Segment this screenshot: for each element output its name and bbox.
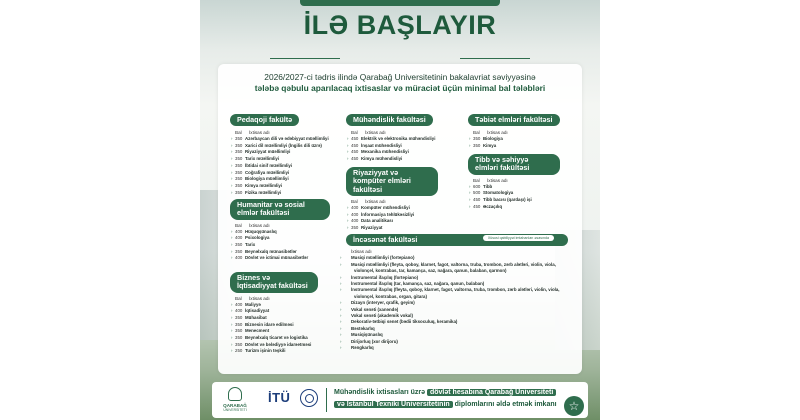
specialty-name: Musiqi müəllimliyi (fortepiano) <box>351 255 415 261</box>
chevron-right-icon: › <box>231 328 233 334</box>
specialty-name: Bəstəkarlıq <box>351 325 375 331</box>
itu-seal-icon <box>300 389 318 407</box>
specialty-name: Psixologiya <box>245 235 270 241</box>
chevron-right-icon: › <box>231 255 233 261</box>
chevron-right-icon: › <box>231 228 233 234</box>
footer-banner <box>212 382 588 418</box>
specialty-row <box>230 156 342 163</box>
min-score: 400 <box>235 255 243 261</box>
specialty-row <box>340 287 568 300</box>
specialty-row <box>346 136 446 143</box>
specialty-row <box>230 249 330 256</box>
specialty-row <box>346 149 446 156</box>
specialty-name: Beynəlxalq münasibətlər <box>245 248 297 254</box>
chevron-right-icon: › <box>231 248 233 254</box>
min-score: 350 <box>235 189 243 195</box>
specialty-row <box>230 170 342 177</box>
specialty-name: Elektrik və elektronika mühəndisliyi <box>361 136 436 141</box>
faculty-tibb <box>468 154 560 210</box>
rows-list <box>230 302 318 356</box>
specialty-name: Beynəlxalq ticarət və logistika <box>245 335 308 341</box>
min-score: 400 <box>235 228 243 234</box>
min-score: 350 <box>235 341 243 347</box>
chevron-right-icon: › <box>231 235 233 241</box>
specialty-name: Fizika müəllimliyi <box>245 189 282 195</box>
specialty-name: Musiqi müəllimliyi (fleyta, qoboy, klarnet, fagot, valtorna, truba, trombon, zərb alətləri, violin, viola, violonçel, kontrabas, tar, kamança, saz, nağara, qanun, balaban, qarmon) <box>351 261 556 274</box>
specialty-name: Coğrafiya müəllimliyi <box>245 169 290 175</box>
chevron-right-icon: › <box>231 321 233 327</box>
specialty-name: İqtisadiyyat <box>245 308 270 314</box>
chevron-right-icon: › <box>231 136 233 141</box>
specialty-name: Riyaziyyat müəllimliyi <box>245 149 291 155</box>
chevron-right-icon: › <box>231 189 233 195</box>
min-score: 350 <box>351 224 359 230</box>
chevron-right-icon: › <box>340 280 342 286</box>
specialty-name: Kimya müəllimliyi <box>245 182 283 188</box>
min-score: 350 <box>235 162 243 168</box>
min-score: 400 <box>235 308 243 314</box>
chevron-right-icon: › <box>231 301 233 307</box>
chevron-right-icon: › <box>347 156 349 162</box>
chevron-right-icon: › <box>469 190 471 196</box>
specialty-row <box>230 328 318 335</box>
chevron-right-icon: › <box>347 224 349 230</box>
chevron-right-icon: › <box>340 344 342 350</box>
specialty-row <box>340 344 568 351</box>
specialty-name: Riyaziyyat <box>361 224 383 230</box>
specialty-name: Biologiya müəllimliyi <box>245 176 289 182</box>
specialty-row <box>230 163 342 170</box>
rows-list <box>340 255 568 351</box>
faculty-biznes <box>230 272 318 355</box>
specialty-row <box>230 242 330 249</box>
min-score: 350 <box>235 335 243 341</box>
faculty-pedagoji <box>230 109 342 196</box>
min-score: 350 <box>473 136 481 141</box>
specialty-row <box>230 143 342 150</box>
chevron-right-icon: › <box>340 261 342 267</box>
specialty-row <box>230 322 318 329</box>
chevron-right-icon: › <box>340 274 342 280</box>
chevron-right-icon: › <box>340 255 342 261</box>
chevron-right-icon: › <box>231 308 233 314</box>
specialty-row <box>230 302 318 309</box>
specialty-name: Tarix müəllimliyi <box>245 156 280 162</box>
chevron-right-icon: › <box>347 204 349 210</box>
specialty-name: Dövlət və ictimai münasibətlər <box>245 255 309 261</box>
intro-line-2: tələbə qəbulu aparılacaq ixtisaslar və müraciət üçün minimal bal tələbləri <box>254 83 546 93</box>
specialty-row <box>346 143 446 150</box>
chevron-right-icon: › <box>340 312 342 318</box>
specialty-row <box>230 136 342 143</box>
min-score: 350 <box>235 142 243 148</box>
chevron-right-icon: › <box>231 182 233 188</box>
chevron-right-icon: › <box>347 136 349 141</box>
rows-list <box>468 136 568 149</box>
min-score: 350 <box>473 142 481 148</box>
specialty-row <box>346 212 438 219</box>
chevron-right-icon: › <box>469 142 471 148</box>
min-score: 350 <box>235 241 243 247</box>
chevron-right-icon: › <box>340 319 342 325</box>
specialty-row <box>468 197 560 204</box>
footer-text-end: diplomlarını əldə etmək imkanı <box>452 401 557 408</box>
chevron-right-icon: › <box>340 332 342 338</box>
specialty-name: Azərbaycan dili və ədəbiyyat müəllimliyi <box>245 136 329 141</box>
chevron-right-icon: › <box>340 338 342 344</box>
specialty-name: Kimya mühəndisliyi <box>361 156 403 162</box>
specialty-row <box>346 205 438 212</box>
specialty-name: Stomatologiya <box>483 190 514 196</box>
chevron-right-icon: › <box>340 325 342 331</box>
specialty-name: Kompüter mühəndisliyi <box>361 204 410 210</box>
min-score: 500 <box>473 190 481 196</box>
specialty-row <box>230 149 342 156</box>
min-score: 350 <box>235 248 243 254</box>
specialty-row <box>230 176 342 183</box>
chevron-right-icon: › <box>231 149 233 155</box>
faculty-incesenet <box>340 234 568 351</box>
faculty-note: Xüsusi qabiliyyət imtahanları əsasında <box>483 235 554 241</box>
specialty-name: Menecment <box>245 328 270 334</box>
specialty-name: Biznesin idarə edilməsi <box>245 321 294 327</box>
min-score: 450 <box>351 149 359 155</box>
itu-logo: İTÜ <box>268 390 291 405</box>
min-score: 350 <box>235 314 243 320</box>
rows-list <box>230 136 342 196</box>
specialty-name: Hüquqşünaslıq <box>245 228 277 234</box>
headline: İLƏ BAŞLAYIR <box>303 10 497 40</box>
min-score: 400 <box>351 218 359 224</box>
faculty-title: Biznes və İqtisadiyyat fakültəsi <box>230 272 318 293</box>
min-score: 350 <box>235 321 243 327</box>
specialty-name: Tibb bacısı (qardaşı) işi <box>483 196 532 202</box>
specialty-name: Dövlət və bələdiyyə idarəetməsi <box>245 341 312 347</box>
specialty-name: Mühasibat <box>245 314 267 320</box>
qarabag-emblem-icon <box>228 387 242 401</box>
chevron-right-icon: › <box>231 162 233 168</box>
min-score: 450 <box>351 142 359 148</box>
footer-text-start: Mühəndislik ixtisasları üzrə <box>334 389 427 396</box>
specialty-row <box>230 348 318 355</box>
faculty-title: Tibb və səhiyyə elmləri fakültəsi <box>468 154 560 175</box>
specialty-name: Tibb <box>483 183 493 189</box>
specialty-row <box>346 225 438 232</box>
faculty-title: Pedaqoji fakültə <box>230 114 299 126</box>
column-header: Bal İxtisas adı <box>235 295 270 301</box>
chevron-right-icon: › <box>340 300 342 306</box>
specialty-name: Rəngkarlıq <box>351 344 374 350</box>
chevron-right-icon: › <box>469 203 471 209</box>
min-score: 350 <box>235 136 243 141</box>
min-score: 350 <box>235 328 243 334</box>
specialty-row <box>230 190 342 197</box>
intro-line-1: 2026/2027-ci tədris ilində Qarabağ Universitetinin bakalavriat səviyyəsinə <box>264 72 536 82</box>
specialty-name: Vokal sənəti (xanəndə) <box>351 306 399 312</box>
column-header: Bal İxtisas adı <box>235 222 270 228</box>
chevron-right-icon: › <box>231 156 233 162</box>
specialty-row <box>340 261 568 275</box>
specialty-row <box>230 255 330 262</box>
top-band <box>300 0 500 6</box>
specialty-name: Dekorativ-tətbiqi sənət (bədii tiksoculuq, keramika) <box>351 319 458 325</box>
specialty-row <box>346 218 438 225</box>
rows-list <box>346 136 446 163</box>
poster <box>200 0 600 420</box>
specialty-name: Əczaçılıq <box>483 203 503 209</box>
specialty-name: İnstrumental ifaçılıq (fortepiano) <box>351 274 419 280</box>
specialty-row <box>230 342 318 349</box>
chevron-right-icon: › <box>469 183 471 189</box>
faculty-title: Mühəndislik fakültəsi <box>346 114 433 126</box>
min-score: 350 <box>235 149 243 155</box>
specialty-name: Dirijorluq (xor dirijoru) <box>351 338 398 344</box>
faculty-title: Humanitar və sosial elmlər fakültəsi <box>230 199 330 220</box>
chevron-right-icon: › <box>231 335 233 341</box>
specialty-name: Musiqişünaslıq <box>351 332 383 338</box>
qu-subtitle: UNİVERSİTETİ <box>223 408 247 412</box>
min-score: 350 <box>235 169 243 175</box>
specialty-name: İnşaat mühəndisliyi <box>361 142 402 148</box>
star-button[interactable]: ☆ <box>564 396 584 416</box>
chevron-right-icon: › <box>231 176 233 182</box>
specialty-name: Maliyyə <box>245 301 261 307</box>
specialty-row <box>468 184 560 191</box>
faculty-muhendislik <box>346 109 446 163</box>
faculty-tebiet <box>468 109 568 149</box>
chevron-right-icon: › <box>340 306 342 312</box>
specialty-name: Mexanika mühəndisliyi <box>361 149 409 155</box>
specialty-row <box>230 335 318 342</box>
specialty-row <box>230 308 318 315</box>
min-score: 450 <box>351 136 359 141</box>
column-header: Bal İxtisas adı <box>235 130 270 135</box>
min-score: 350 <box>235 156 243 162</box>
chevron-right-icon: › <box>231 241 233 247</box>
specialty-name: Data analitikası <box>361 218 393 224</box>
specialty-name: Biologiya <box>483 136 503 141</box>
column-header: Bal İxtisas adı <box>351 130 386 135</box>
faculty-humanitar <box>230 199 330 262</box>
specialty-row <box>230 183 342 190</box>
faculty-title: İncəsənət fakültəsi <box>346 234 568 246</box>
chevron-right-icon: › <box>469 196 471 202</box>
specialty-name: İbtidai sinif müəllimliyi <box>245 162 293 168</box>
chevron-right-icon: › <box>347 211 349 217</box>
qu-name: QARABAĞ <box>223 403 247 408</box>
min-score: 400 <box>351 211 359 217</box>
headline-rule-right <box>460 58 530 59</box>
min-score: 400 <box>235 235 243 241</box>
chevron-right-icon: › <box>231 341 233 347</box>
specialty-name: Dizayn (interyer, qrafik, geyim) <box>351 300 415 306</box>
specialty-row <box>468 190 560 197</box>
specialty-row <box>468 204 560 211</box>
specialty-row <box>346 156 446 163</box>
min-score: 400 <box>351 204 359 210</box>
faculty-title: Təbiət elmləri fakültəsi <box>468 114 560 126</box>
chevron-right-icon: › <box>347 218 349 224</box>
min-score: 350 <box>235 176 243 182</box>
specialty-name: İnstrumental ifaçılıq (fleyta, qoboy, klarnet, fagot, valtorna, truba, trombon, zərb alətləri, violin, viola, violonçel, kontrabas, organ, gitara) <box>351 287 560 299</box>
min-score: 450 <box>473 203 481 209</box>
faculty-title: Riyaziyyat və kompüter elmləri fakültəsi <box>346 167 438 196</box>
min-score: 250 <box>235 348 243 354</box>
faculty-header <box>346 234 568 246</box>
chevron-right-icon: › <box>347 149 349 155</box>
specialty-row <box>230 229 330 236</box>
chevron-right-icon: › <box>231 314 233 320</box>
min-score: 350 <box>235 182 243 188</box>
faculty-riyaziyyat <box>346 167 438 232</box>
rows-list <box>230 229 330 263</box>
specialty-row <box>230 235 330 242</box>
chevron-right-icon: › <box>347 142 349 148</box>
specialty-row <box>468 136 568 143</box>
specialty-name: Kimya <box>483 142 497 148</box>
specialty-name: Vokal sənəti (akademik vokal) <box>351 312 413 318</box>
column-header: İxtisas adı <box>351 249 372 255</box>
footer-divider <box>326 388 327 412</box>
column-header: Bal İxtisas adı <box>351 198 386 204</box>
specialty-name: Turizm işinin təşkili <box>245 348 286 354</box>
chevron-right-icon: › <box>469 136 471 141</box>
chevron-right-icon: › <box>231 142 233 148</box>
chevron-right-icon: › <box>231 348 233 354</box>
rows-list <box>346 205 438 232</box>
min-score: 600 <box>473 183 481 189</box>
rows-list <box>468 184 560 211</box>
specialty-name: İnformasiya təhlükəsizliyi <box>361 211 415 217</box>
chevron-right-icon: › <box>340 287 342 293</box>
specialty-row <box>230 315 318 322</box>
qarabag-university-logo <box>220 387 250 412</box>
info-card <box>218 64 582 374</box>
specialty-name: Xarici dil müəllimliyi (İngilis dili üzrə) <box>245 142 322 148</box>
chevron-right-icon: › <box>231 169 233 175</box>
headline-rule-left <box>270 58 340 59</box>
specialty-name: İnstrumental ifaçılıq (tar, kamança, saz, nağara, qanun, balaban) <box>351 280 485 286</box>
footer-highlight-2: və İstanbul Texniki Universitetinin <box>334 401 453 408</box>
footer-highlight-1: dövlət hesabına Qarabağ Universiteti <box>427 389 556 396</box>
column-header: Bal İxtisas adı <box>473 177 508 183</box>
column-header: Bal İxtisas adı <box>473 130 508 135</box>
min-score: 450 <box>473 196 481 202</box>
specialty-row <box>468 143 568 150</box>
specialty-name: Tarix <box>245 241 256 247</box>
footer-text <box>334 387 570 411</box>
min-score: 450 <box>351 156 359 162</box>
min-score: 400 <box>235 301 243 307</box>
